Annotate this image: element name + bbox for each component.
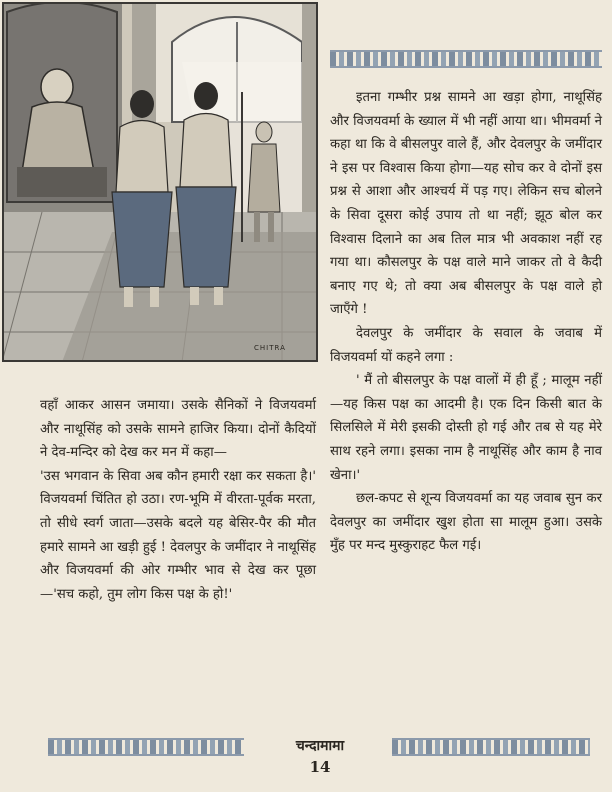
artist-signature: CHITRA — [254, 344, 286, 352]
page-number: 14 — [309, 758, 331, 776]
paragraph: इतना गम्भीर प्रश्न सामने आ खड़ा होगा, नाथूसिंह और विजयवर्मा के ख्याल में भी नहीं आया था। भीमवर्मा ने कहा था कि वे बीसलपुर वाले हैं, और देवलपुर के जमींदार ने इस पर विश्वास किया होगा—यह सोच कर वे दोनों इस प्रश्न से आशा और आश्चर्य में पड़ गए। लेकिन सच बोलने के सिवा दूसरा कोई उपाय तो था नहीं; झूठ बोल कर विश्वास दिलाने का अब तिल मात्र भी अवकाश नहीं रह गया था। कौसलपुर के पक्ष वाले माने जाकर तो वे कैदी बनाए गए थे; तो क्या अब बीसलपुर के पक्ष वाले हो जाएँगे ! — [330, 90, 602, 318]
right-text-column — [330, 86, 602, 558]
decorative-border-top — [330, 50, 602, 68]
paragraph: वहाँ आकर आसन जमाया। उसके सैनिकों ने विजयवर्मा और नाथूसिंह को उसके सामने हाजिर किया। दोनों कैदियों ने देव-मन्दिर को देख कर मन में कहा— — [40, 398, 316, 461]
left-text-column — [40, 394, 316, 606]
paragraph: छल-कपट से शून्य विजयवर्मा का यह जवाब सुन कर देवलपुर का जमींदार खुश होता सा मालूम हुआ। उसके मुँह पर मन्द मुस्कुराहट फैल गई। — [330, 491, 602, 554]
magazine-title: चन्दामामा — [295, 738, 345, 754]
paragraph: ' मैं तो बीसलपुर के पक्ष वालों में ही हूँ ; मालूम नहीं—यह किस पक्ष का आदमी है। एक दिन किसी बात के सिलसिले में मेरी इसकी दोस्ती हो गई और तब से यह मेरे साथ रहने लगा। इसका नाम है नाथूसिंह और काम है नाव खेना।' — [330, 373, 602, 483]
decorative-border-bottom-right — [392, 738, 590, 756]
paragraph: 'उस भगवान के सिवा अब कौन हमारी रक्षा कर सकता है।' विजयवर्मा चिंतित हो उठा। रण-भूमि में वीरता-पूर्वक मरता, तो सीधे स्वर्ग जाता—उसके बदले यह बेसिर-पैर की मौत हमारे सामने आ खड़ी हुई ! देवलपुर के जमींदार ने नाथूसिंह और विजयवर्मा की ओर गम्भीर भाव से देख कर पूछा—'सच कहो, तुम लोग किस पक्ष के हो!' — [40, 468, 316, 602]
story-illustration — [2, 2, 318, 362]
decorative-border-bottom-left — [48, 738, 244, 756]
paragraph: देवलपुर के जमींदार के सवाल के जवाब में विजयवर्मा यों कहने लगा : — [330, 325, 602, 365]
